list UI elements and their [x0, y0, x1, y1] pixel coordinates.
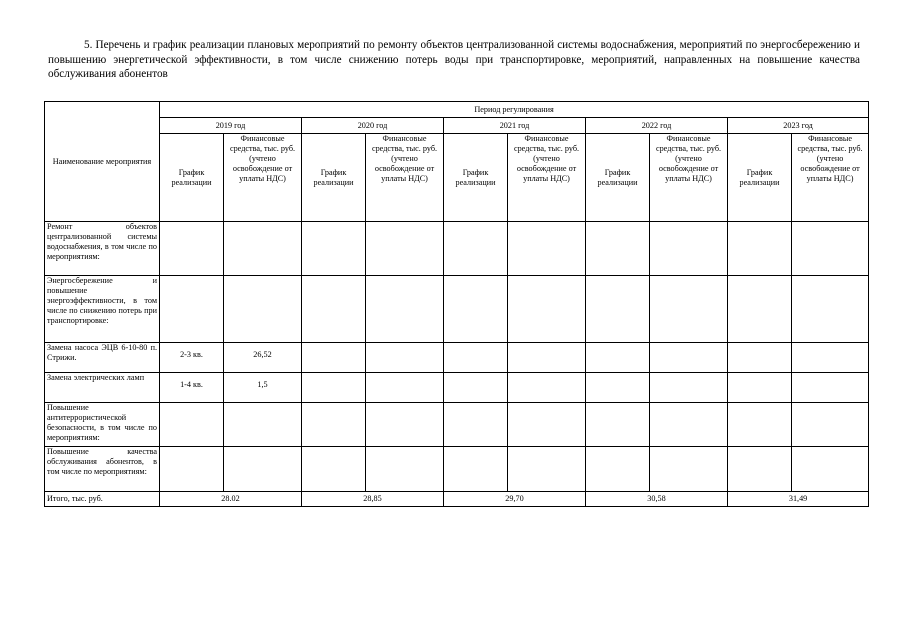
table-row: [45, 276, 869, 343]
total-2022: 30,58: [586, 492, 728, 507]
year-header-2023: 2023 год: [728, 118, 869, 134]
measure-name: Повышение качества обслуживания абонентов, в том числе по мероприятиям:: [45, 447, 160, 492]
table-row: [45, 403, 869, 447]
total-2021: 29,70: [444, 492, 586, 507]
year-header-2020: 2020 год: [302, 118, 444, 134]
finance-cell: [224, 276, 302, 343]
table-row: [45, 447, 869, 492]
schedule-header: График реализации: [160, 134, 224, 222]
schedule-cell: [160, 222, 224, 276]
table-row: [45, 343, 869, 373]
finance-header: Финансовые средства, тыс. руб. (учтено освобождение от уплаты НДС): [224, 134, 302, 222]
year-header-2022: 2022 год: [586, 118, 728, 134]
finance-header: Финансовые средства, тыс. руб. (учтено освобождение от уплаты НДС): [508, 134, 586, 222]
year-header-2021: 2021 год: [444, 118, 586, 134]
total-2023: 31,49: [728, 492, 869, 507]
header-row-years: [45, 118, 869, 134]
schedule-header: График реализации: [302, 134, 366, 222]
finance-header: Финансовые средства, тыс. руб. (учтено освобождение от уплаты НДС): [792, 134, 869, 222]
measures-table: [44, 101, 869, 507]
finance-cell: [224, 403, 302, 447]
finance-cell: 26,52: [224, 343, 302, 373]
schedule-cell: [160, 447, 224, 492]
schedule-header: График реализации: [444, 134, 508, 222]
period-header: Период регулирования: [160, 102, 869, 118]
measure-name: Повышение антитеррористической безопасности, в том числе по мероприятиям:: [45, 403, 160, 447]
finance-cell: [224, 222, 302, 276]
table-row: [45, 373, 869, 403]
total-2020: 28,85: [302, 492, 444, 507]
heading-text: 5. Перечень и график реализации плановых мероприятий по ремонту объектов централизованной системы водоснабжения, мероприятий по энергосбережению и повышению энергетической эффективности, в том числе снижению потерь воды при транспортировке, мероприятий, направленных на повышение качества обслуживания абонентов: [48, 39, 860, 80]
total-2019: 28.02: [160, 492, 302, 507]
header-row-subcolumns: [45, 134, 869, 222]
document-heading: [48, 38, 860, 82]
measure-name: Энергосбережение и повышение энергоэффективности, в том числе по снижению потерь при транспортировке:: [45, 276, 160, 343]
schedule-header: График реализации: [728, 134, 792, 222]
finance-header: Финансовые средства, тыс. руб. (учтено освобождение от уплаты НДС): [650, 134, 728, 222]
schedule-cell: [160, 403, 224, 447]
measure-name: Замена насоса ЭЦВ 6-10-80 п. Стрижи.: [45, 343, 160, 373]
finance-cell: [224, 447, 302, 492]
name-column-header: Наименование мероприятия: [45, 102, 160, 222]
schedule-cell: [160, 276, 224, 343]
finance-cell: 1,5: [224, 373, 302, 403]
schedule-cell: 2-3 кв.: [160, 343, 224, 373]
total-label: Итого, тыс. руб.: [45, 492, 160, 507]
table-row: [45, 222, 869, 276]
schedule-cell: 1-4 кв.: [160, 373, 224, 403]
finance-header: Финансовые средства, тыс. руб. (учтено освобождение от уплаты НДС): [366, 134, 444, 222]
total-row: [45, 492, 869, 507]
measure-name: Ремонт объектов централизованной системы водоснабжения, в том числе по мероприятиям:: [45, 222, 160, 276]
year-header-2019: 2019 год: [160, 118, 302, 134]
schedule-header: График реализации: [586, 134, 650, 222]
measure-name: Замена электрических ламп: [45, 373, 160, 403]
header-row-period: [45, 102, 869, 118]
